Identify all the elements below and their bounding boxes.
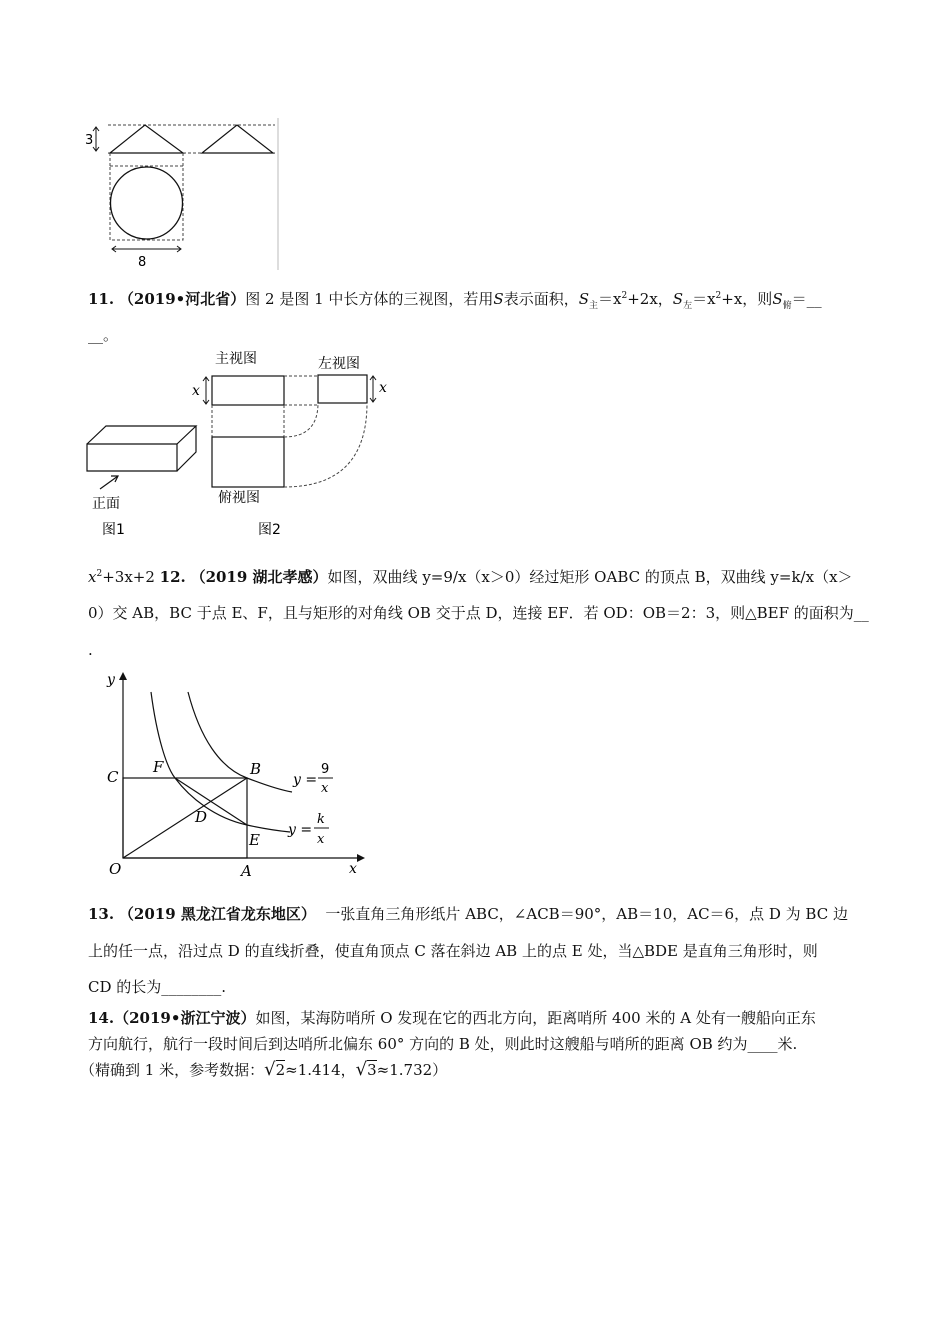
s-left-sub: 左 bbox=[683, 301, 693, 311]
eq1-lhs: y = bbox=[293, 772, 318, 788]
prev-answer-sup: 2 bbox=[96, 569, 103, 579]
label-point-b: B bbox=[250, 760, 262, 778]
q13-number: 13. bbox=[88, 905, 115, 923]
eq1-num: 9 bbox=[321, 762, 330, 777]
q13-line1 bbox=[88, 904, 848, 924]
q11-number: 11. bbox=[88, 290, 115, 308]
label-fig2: 图2 bbox=[258, 522, 281, 538]
s-top-eq: ＝__ bbox=[791, 290, 822, 308]
q11-source: （2019•河北省） bbox=[118, 290, 246, 308]
q13-text1: 一张直角三角形纸片 ABC，∠ACB＝90°，AB＝10，AC＝6，点 D 为 BC 边 bbox=[325, 905, 848, 923]
label-origin: O bbox=[109, 860, 122, 878]
sqrt-icon: √ bbox=[264, 1059, 276, 1080]
label-left-view: 左视图 bbox=[318, 356, 360, 372]
label-y-axis: y bbox=[107, 672, 115, 688]
label-top-view: 俯视图 bbox=[218, 490, 260, 506]
label-main-view: 主视图 bbox=[215, 351, 257, 367]
s-main-rhs: ＝x bbox=[598, 290, 622, 308]
q13-source: （2019 黑龙江省龙东地区） bbox=[118, 905, 316, 923]
label-8: 8 bbox=[138, 255, 147, 270]
label-point-d: D bbox=[195, 808, 208, 826]
label-3: 3 bbox=[85, 133, 94, 148]
s-left-rhs: ＝x bbox=[692, 290, 716, 308]
q11-text-b: 表示面积， bbox=[503, 290, 579, 308]
sqrt3-value: 3 bbox=[367, 1061, 377, 1079]
q11-var-s: S bbox=[493, 290, 504, 308]
s-main-tail: +2x， bbox=[627, 290, 673, 308]
q11-text-a: 图 2 是图 1 中长方体的三视图，若用 bbox=[245, 290, 494, 308]
label-front: 正面 bbox=[92, 496, 120, 512]
s-top: S bbox=[772, 290, 783, 308]
label-point-a: A bbox=[241, 862, 252, 880]
q14-source: （2019•浙江宁波） bbox=[114, 1009, 256, 1027]
q12-line1 bbox=[88, 564, 853, 587]
figure-cone-views bbox=[80, 118, 285, 273]
q11-line1 bbox=[88, 286, 822, 316]
s-left-tail: +x，则 bbox=[721, 290, 773, 308]
q14-text1: 如图，某海防哨所 O 发现在它的西北方向，距离哨所 400 米的 A 处有一艘船向正东 bbox=[255, 1009, 816, 1027]
eq2-lhs: y = bbox=[288, 822, 313, 838]
q11-line2: __。 bbox=[88, 326, 119, 344]
q14-ref-b: ≈1.414， bbox=[285, 1061, 356, 1079]
eq2-den: x bbox=[317, 832, 325, 847]
q12-line2: 0）交 AB，BC 于点 E、F，且与矩形的对角线 OB 交于点 D，连接 EF．若 OD：OB＝2：3，则△BEF 的面积为__ bbox=[88, 604, 869, 622]
q12-text1: 如图，双曲线 y=9/x（x＞0）经过矩形 OABC 的顶点 B，双曲线 y=k/x（x＞ bbox=[327, 568, 853, 586]
label-point-e: E bbox=[249, 831, 260, 849]
eq1-den: x bbox=[321, 781, 329, 796]
eq2-num: k bbox=[317, 812, 325, 827]
sqrt2-value: 2 bbox=[275, 1061, 286, 1079]
label-x-left: x bbox=[379, 380, 387, 396]
label-point-f: F bbox=[153, 758, 164, 776]
s-main-sub: 主 bbox=[588, 301, 598, 311]
q14-line2: 方向航行，航行一段时间后到达哨所北偏东 60° 方向的 B 处，则此时这艘船与哨所的距离 OB 约为____米. bbox=[88, 1035, 798, 1053]
q13-line3: CD 的长为________. bbox=[88, 978, 227, 996]
sqrt-icon: √ bbox=[355, 1059, 368, 1080]
label-x-axis: x bbox=[349, 861, 357, 877]
q14-ref-c: ≈1.732） bbox=[376, 1061, 448, 1079]
q14-line3 bbox=[80, 1060, 447, 1080]
prev-answer-tail: +3x+2 bbox=[102, 568, 155, 586]
s-top-sub: 俯 bbox=[782, 301, 792, 311]
s-left: S bbox=[672, 290, 684, 308]
label-x-main: x bbox=[192, 383, 200, 399]
q14-line1 bbox=[88, 1008, 816, 1028]
q13-line2: 上的任一点，沿过点 D 的直线折叠，使直角顶点 C 落在斜边 AB 上的点 E 处，当△BDE 是直角三角形时，则 bbox=[88, 942, 818, 960]
label-fig1: 图1 bbox=[102, 522, 125, 538]
figure-hyperbola bbox=[95, 668, 375, 883]
figure-three-views bbox=[80, 346, 400, 542]
q12-number: 12. bbox=[159, 568, 186, 586]
s-main-sup: 2 bbox=[621, 291, 628, 301]
q12-source: （2019 湖北孝感） bbox=[190, 568, 328, 586]
s-main: S bbox=[578, 290, 589, 308]
s-left-sup: 2 bbox=[715, 291, 722, 301]
q14-number: 14. bbox=[88, 1009, 115, 1027]
label-point-c: C bbox=[107, 768, 119, 786]
q12-line3: . bbox=[88, 641, 93, 659]
prev-answer: x bbox=[88, 568, 97, 586]
q14-ref-a: （精确到 1 米，参考数据： bbox=[80, 1061, 265, 1079]
